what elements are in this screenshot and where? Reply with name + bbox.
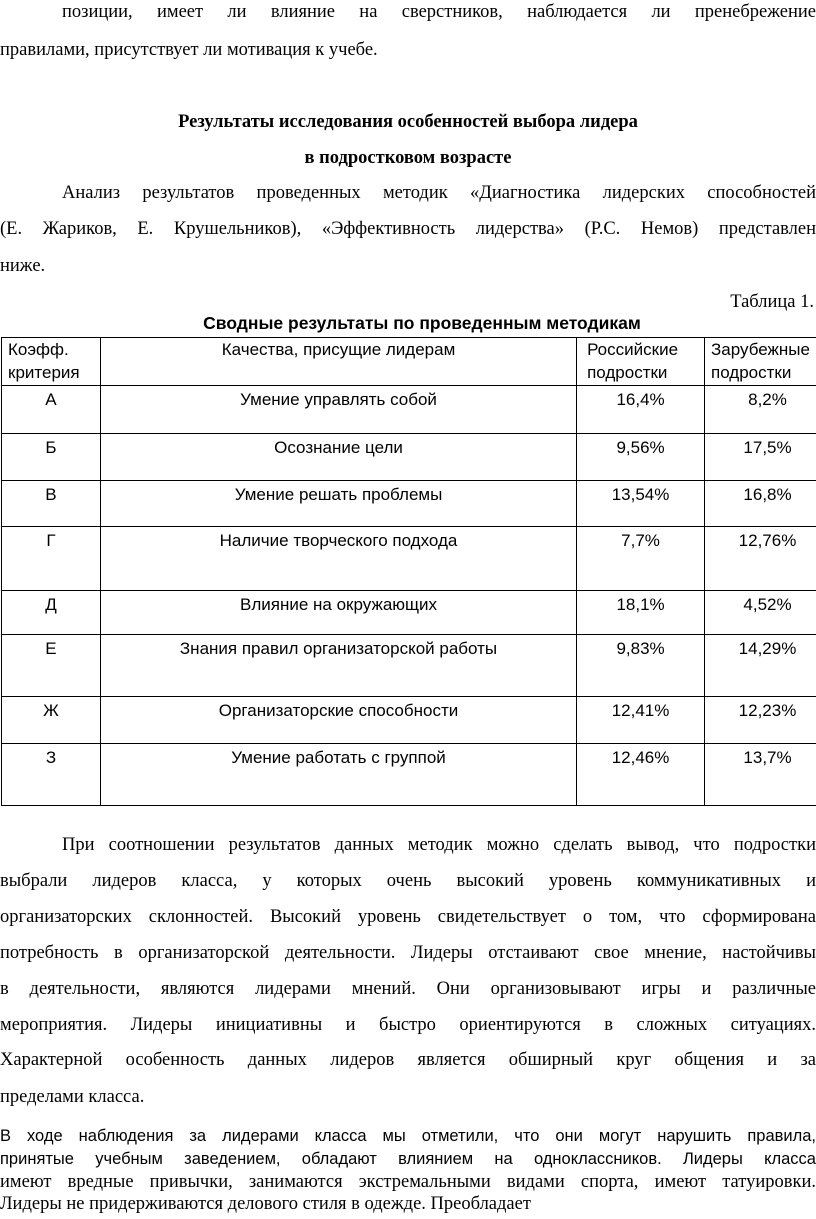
table-title: Сводные результаты по проведенным методикам [203,313,641,333]
table-label: Таблица 1. [730,292,814,312]
row-foreign: 12,76% [705,527,816,591]
header-code-line-2: критерия [8,363,80,382]
row-russian: 16,4% [577,386,705,434]
results-table [1,337,816,806]
analysis-line-2: (Е. Жариков, Е. Крушельников), «Эффективность лидерства» (Р.С. Немов) представлен [0,219,816,239]
observation-line-1: В ходе наблюдения за лидерами класса мы отметили, что они могут нарушить правила, [0,1127,816,1145]
intro-line-1: позиции, имеет ли влияние на сверстников, наблюдается ли пренебрежение [62,2,816,22]
header-russian-line-2: подростки [587,363,668,382]
table-row [2,386,816,434]
conclusion-line-2: выбрали лидеров класса, у которых очень высокий уровень коммуникативных и [0,871,816,891]
row-foreign: 8,2% [705,386,816,434]
table-row [2,527,816,591]
row-russian: 18,1% [577,591,705,635]
row-code: Г [2,527,101,591]
conclusion-line-1: При соотношении результатов данных методик можно сделать вывод, что подростки [62,835,816,855]
header-code [2,338,101,386]
row-quality: Умение работать с группой [100,744,576,806]
header-foreign [705,338,816,386]
row-foreign: 4,52% [705,591,816,635]
table-header-row [2,338,816,386]
conclusion-line-3: организаторских склонностей. Высокий уровень свидетельствует о том, что сформирована [0,907,816,927]
intro-line-2: правилами, присутствует ли мотивация к учебе. [0,40,378,60]
observation-line-4: Лидеры не придерживаются делового стиля в одежде. Преобладает [0,1194,531,1214]
row-code: Ж [2,697,101,744]
header-code-line-1: Коэфф. [8,340,69,359]
table-row [2,697,816,744]
row-russian: 12,41% [577,697,705,744]
row-code: Е [2,635,101,697]
table-row [2,635,816,697]
analysis-line-1: Анализ результатов проведенных методик «Диагностика лидерских способностей [62,183,816,203]
table-row [2,591,816,635]
row-quality: Организаторские способности [100,697,576,744]
observation-line-3: имеют вредные привычки, занимаются экстремальными видами спорта, имеют татуировки. [0,1172,816,1192]
table-row [2,744,816,806]
row-russian: 7,7% [577,527,705,591]
observation-line-2: принятые учебным заведением, обладают влиянием на одноклассников. Лидеры класса [0,1150,816,1168]
row-code: Д [2,591,101,635]
row-foreign: 14,29% [705,635,816,697]
row-foreign: 12,23% [705,697,816,744]
row-quality: Наличие творческого подхода [100,527,576,591]
header-russian [577,338,705,386]
header-quality: Качества, присущие лидерам [100,338,576,386]
conclusion-line-8: пределами класса. [0,1087,145,1107]
row-russian: 12,46% [577,744,705,806]
row-russian: 13,54% [577,481,705,527]
row-quality: Умение решать проблемы [100,481,576,527]
table-row [2,434,816,481]
row-foreign: 13,7% [705,744,816,806]
section-heading-line-2: в подростковом возрасте [304,148,512,168]
row-code: А [2,386,101,434]
row-code: В [2,481,101,527]
section-heading-line-1: Результаты исследования особенностей выбора лидера [178,112,638,132]
conclusion-line-7: Характерной особенность данных лидеров является обширный круг общения и за [0,1050,816,1070]
analysis-line-3: ниже. [0,256,46,276]
header-russian-line-1: Российские [587,340,679,359]
row-russian: 9,83% [577,635,705,697]
header-foreign-line-2: подростки [711,363,792,382]
conclusion-line-6: мероприятия. Лидеры инициативны и быстро ориентируются в сложных ситуациях. [0,1015,816,1035]
table-row [2,481,816,527]
header-foreign-line-1: Зарубежные [711,340,810,359]
conclusion-line-4: потребность в организаторской деятельности. Лидеры отстаивают свое мнение, настойчивы [0,943,816,963]
row-code: Б [2,434,101,481]
row-russian: 9,56% [577,434,705,481]
row-foreign: 17,5% [705,434,816,481]
row-foreign: 16,8% [705,481,816,527]
conclusion-line-5: в деятельности, являются лидерами мнений. Они организовывают игры и различные [0,979,816,999]
row-quality: Умение управлять собой [100,386,576,434]
row-code: З [2,744,101,806]
row-quality: Влияние на окружающих [100,591,576,635]
row-quality: Осознание цели [100,434,576,481]
row-quality: Знания правил организаторской работы [100,635,576,697]
